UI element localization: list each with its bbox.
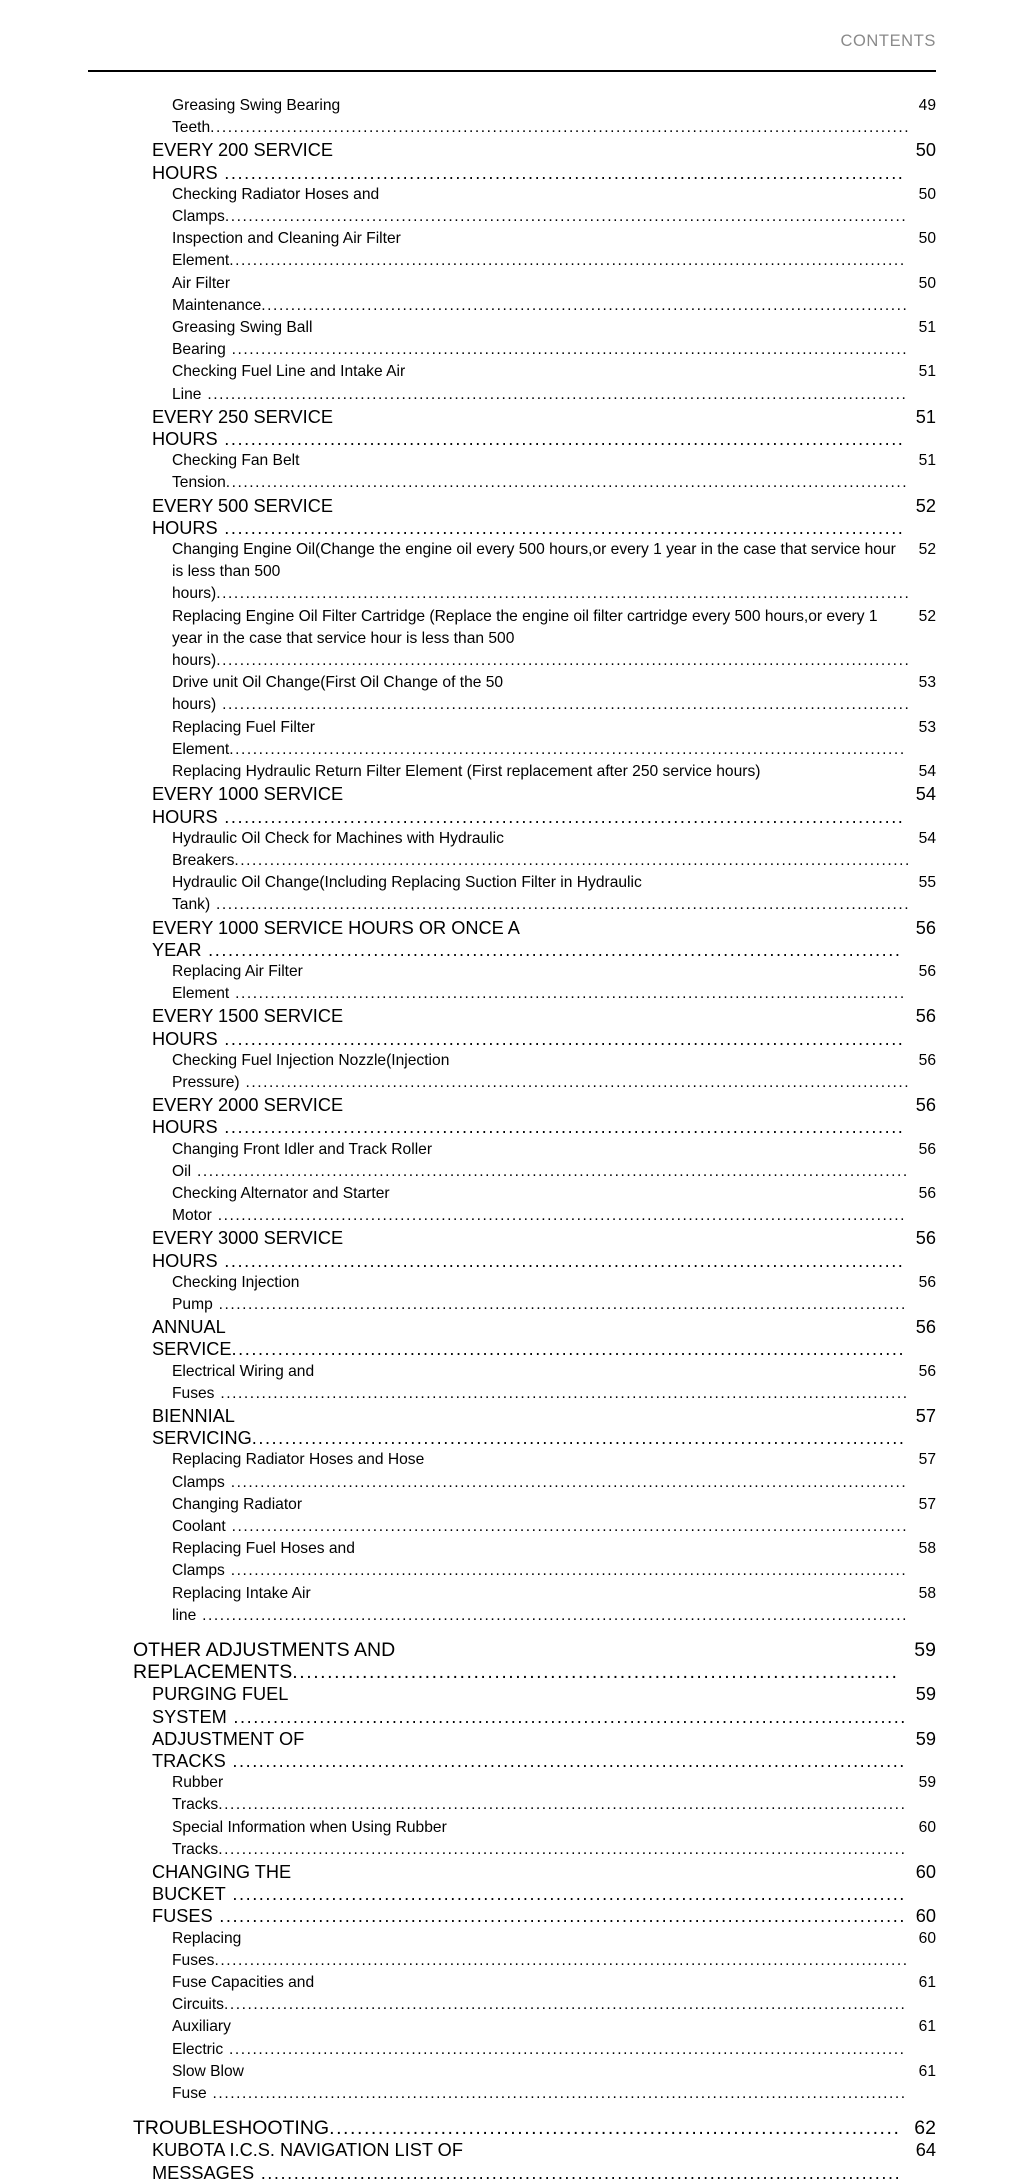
toc-entry[interactable] bbox=[0, 139, 1024, 183]
toc-dot-leader: ...................................................................................................................... bbox=[214, 1951, 909, 1969]
toc-entry-page-number: 50 bbox=[918, 274, 936, 292]
toc-entry-label: Changing Radiator Coolant bbox=[172, 1495, 303, 1535]
toc-entry-label: BIENNIAL SERVICING bbox=[152, 1405, 252, 1449]
toc-entry-text bbox=[172, 2016, 911, 2060]
toc-entry-text bbox=[152, 783, 907, 827]
toc-entry[interactable] bbox=[0, 495, 1024, 539]
toc-entry-label: Replacing Engine Oil Filter Cartridge (Replace the engine oil filter cartridge every 500 hours,or every 1 year in the case that service hour is less than 500 hours) bbox=[172, 607, 878, 670]
toc-entry-text bbox=[172, 1272, 911, 1316]
toc-entry-page-number: 52 bbox=[915, 495, 936, 516]
toc-dot-leader: ................................................................................................... bbox=[251, 1428, 906, 1449]
toc-dot-leader: ....................................................................................................... bbox=[217, 1250, 905, 1271]
toc-entry-page-number: 62 bbox=[914, 2117, 936, 2140]
toc-entry-page-number: 56 bbox=[915, 1317, 936, 1338]
toc-entry-text bbox=[172, 1139, 911, 1183]
toc-dot-leader: ......................................................................................................................... bbox=[191, 1162, 909, 1180]
toc-entry-label: Greasing Swing Ball Bearing bbox=[172, 319, 313, 359]
toc-entry[interactable] bbox=[0, 1050, 1024, 1094]
toc-entry-page-number: 54 bbox=[918, 763, 936, 781]
toc-entry-page-number: 61 bbox=[918, 2062, 936, 2080]
toc-entry-text bbox=[172, 1494, 911, 1538]
toc-dot-leader: ......................................................................................................... bbox=[201, 939, 902, 960]
toc-dot-leader: ....................................................................................................................... bbox=[201, 385, 908, 403]
toc-entry-page-number: 60 bbox=[915, 1862, 936, 1883]
toc-entry-page-number: 54 bbox=[918, 829, 936, 847]
toc-entry-label: Replacing Fuel Filter Element bbox=[172, 718, 316, 758]
toc-entry-text bbox=[172, 961, 911, 1005]
toc-entry-page-number: 56 bbox=[918, 1362, 936, 1380]
toc-entry-page-number: 58 bbox=[918, 1584, 936, 1602]
toc-entry-text bbox=[152, 1227, 907, 1271]
toc-dot-leader: .............................................................................................................. bbox=[261, 296, 909, 314]
toc-entry[interactable] bbox=[0, 361, 1024, 405]
toc-dot-leader: ....................................................................................................... bbox=[217, 429, 905, 450]
toc-entry-text bbox=[152, 1683, 907, 1727]
toc-dot-leader: ....................................................................................................... bbox=[217, 517, 905, 538]
toc-dot-leader: ................................................................................................................... bbox=[229, 740, 906, 758]
section-gap bbox=[0, 1627, 1024, 1639]
toc-entry-label: Replacing Fuses bbox=[172, 1929, 242, 1969]
toc-entry-page-number: 56 bbox=[915, 1006, 936, 1027]
toc-entry-text bbox=[152, 2139, 907, 2183]
toc-entry-page-number: 52 bbox=[918, 541, 936, 559]
toc-dot-leader: ....................................................................................................... bbox=[217, 1028, 905, 1049]
toc-dot-leader: .................................................................................. bbox=[329, 2117, 901, 2140]
toc-entry-label: ADJUSTMENT OF TRACKS bbox=[152, 1728, 305, 1772]
toc-entry-label: CHANGING THE BUCKET bbox=[152, 1862, 292, 1905]
toc-entry-text bbox=[172, 1449, 911, 1493]
toc-entry[interactable] bbox=[0, 1639, 1024, 1683]
toc-entry-text bbox=[172, 761, 911, 783]
toc-entry-label: Rubber Tracks bbox=[172, 1774, 224, 1814]
toc-entry[interactable] bbox=[0, 450, 1024, 494]
toc-entry-label: Checking Alternator and Starter Motor bbox=[172, 1184, 390, 1225]
toc-entry-label: Air Filter Maintenance bbox=[172, 274, 262, 314]
toc-entry-label: Checking Fuel Injection Nozzle(Injection Pressure) bbox=[172, 1051, 450, 1091]
toc-dot-leader: ...................................................................................................................... bbox=[216, 585, 911, 603]
toc-dot-leader: ................................................................................................................... bbox=[224, 1473, 908, 1491]
toc-entry-text bbox=[152, 1905, 907, 1927]
toc-entry-label: Fuse Capacities and Circuits bbox=[172, 1974, 315, 2014]
toc-entry-page-number: 51 bbox=[918, 452, 936, 470]
toc-dot-leader: ..................................................................................................................... bbox=[218, 1840, 907, 1858]
toc-entry-page-number: 56 bbox=[918, 1051, 936, 1069]
toc-entry-label: Auxiliary Electric bbox=[172, 2018, 231, 2058]
toc-dot-leader: ...................................................................................................................... bbox=[206, 2085, 907, 2103]
toc-entry-label: ANNUAL SERVICE bbox=[152, 1317, 232, 1360]
toc-entry-label: Special Information when Using Rubber Tracks bbox=[172, 1818, 447, 1858]
toc-dot-leader: ................................................................................................................... bbox=[225, 341, 909, 359]
toc-entry[interactable] bbox=[0, 2117, 1024, 2139]
toc-entry-text bbox=[172, 228, 911, 272]
toc-dot-leader: ..................................................................................................................... bbox=[212, 1295, 907, 1313]
toc-entry-text bbox=[172, 1972, 911, 2016]
toc-entry-page-number: 50 bbox=[915, 140, 936, 161]
toc-entry-page-number: 56 bbox=[918, 1273, 936, 1291]
toc-entry-label: TROUBLESHOOTING bbox=[133, 2117, 330, 2140]
toc-entry-text bbox=[172, 1928, 911, 1972]
toc-entry-page-number: 54 bbox=[915, 784, 936, 805]
toc-entry[interactable] bbox=[0, 1139, 1024, 1183]
toc-entry[interactable] bbox=[0, 761, 1024, 783]
toc-entry[interactable] bbox=[0, 1005, 1024, 1049]
toc-entry-label: Inspection and Cleaning Air Filter Element bbox=[172, 230, 401, 270]
page-header bbox=[88, 32, 936, 72]
toc-entry-page-number: 56 bbox=[915, 1228, 936, 1249]
toc-dot-leader: ..................................................................................................................... bbox=[211, 1207, 907, 1225]
toc-entry-label: Replacing Hydraulic Return Filter Element (First replacement after 250 service hours) bbox=[172, 763, 761, 781]
toc-entry-text bbox=[172, 717, 911, 761]
toc-entry[interactable] bbox=[0, 1728, 1024, 1772]
toc-entry-label: PURGING FUEL SYSTEM bbox=[152, 1684, 288, 1727]
header-divider-rule bbox=[88, 70, 936, 72]
toc-entry-page-number: 52 bbox=[918, 607, 936, 625]
toc-entry-label: Drive unit Oil Change(First Oil Change of the 50 hours) bbox=[172, 674, 504, 714]
toc-entry[interactable] bbox=[0, 95, 1024, 139]
toc-entry-page-number: 56 bbox=[915, 917, 936, 938]
toc-entry[interactable] bbox=[0, 1227, 1024, 1271]
toc-entry-label: Slow Blow Fuse bbox=[172, 2062, 244, 2103]
toc-entry-text bbox=[172, 1772, 911, 1816]
toc-entry-text bbox=[172, 95, 911, 139]
toc-entry-label: EVERY 2000 SERVICE HOURS bbox=[152, 1095, 344, 1138]
toc-entry-page-number: 59 bbox=[915, 1684, 936, 1705]
toc-entry-text bbox=[152, 1405, 907, 1449]
toc-entry-text bbox=[152, 1005, 907, 1049]
toc-entry[interactable] bbox=[0, 539, 1024, 606]
toc-entry[interactable] bbox=[0, 228, 1024, 272]
toc-entry-label: Hydraulic Oil Check for Machines with Hydraulic Breakers bbox=[172, 829, 504, 869]
toc-entry-label: Greasing Swing Bearing Teeth bbox=[172, 97, 341, 137]
toc-entry-label: KUBOTA I.C.S. NAVIGATION LIST OF MESSAGES bbox=[152, 2140, 463, 2183]
toc-entry[interactable] bbox=[0, 717, 1024, 761]
toc-entry-label: Replacing Fuel Hoses and Clamps bbox=[172, 1540, 355, 1580]
toc-entry[interactable] bbox=[0, 783, 1024, 827]
toc-entry-page-number: 49 bbox=[918, 97, 936, 114]
toc-entry[interactable] bbox=[0, 1538, 1024, 1582]
toc-dot-leader: ........................................................................................................ bbox=[212, 1906, 906, 1927]
toc-entry[interactable] bbox=[0, 961, 1024, 1005]
toc-entry-page-number: 56 bbox=[918, 1140, 936, 1158]
toc-entry-text bbox=[152, 1728, 907, 1772]
toc-entry-label: Changing Front Idler and Track Roller Oil bbox=[172, 1140, 433, 1180]
toc-dot-leader: ..................................................................................................................... bbox=[216, 696, 911, 714]
toc-entry-page-number: 57 bbox=[918, 1495, 936, 1513]
toc-entry[interactable] bbox=[0, 1905, 1024, 1927]
toc-entry-text bbox=[172, 273, 911, 317]
toc-entry-label: EVERY 500 SERVICE HOURS bbox=[152, 495, 333, 538]
toc-entry[interactable] bbox=[0, 1772, 1024, 1816]
toc-entry-page-number: 56 bbox=[915, 1095, 936, 1116]
toc-entry-label: EVERY 200 SERVICE HOURS bbox=[152, 140, 333, 183]
toc-entry-label: Hydraulic Oil Change(Including Replacing Suction Filter in Hydraulic Tank) bbox=[172, 874, 642, 914]
toc-entry-page-number: 60 bbox=[915, 1906, 936, 1927]
toc-dot-leader: ................................................................................................................... bbox=[229, 252, 906, 270]
toc-entry[interactable] bbox=[0, 1494, 1024, 1538]
toc-dot-leader: ................................................................................................................... bbox=[225, 1518, 909, 1535]
toc-entry-text bbox=[152, 139, 907, 183]
toc-entry-page-number: 57 bbox=[915, 1405, 936, 1426]
toc-entry[interactable] bbox=[0, 1316, 1024, 1360]
toc-entry-text bbox=[172, 672, 911, 716]
toc-entry-text bbox=[152, 917, 907, 961]
toc-entry-page-number: 50 bbox=[918, 185, 936, 203]
toc-entry-text bbox=[172, 1583, 911, 1627]
toc-dot-leader: ....................................................................................................... bbox=[217, 1117, 905, 1138]
toc-entry[interactable] bbox=[0, 1361, 1024, 1405]
toc-entry-page-number: 56 bbox=[918, 1184, 936, 1202]
toc-entry-label: Changing Engine Oil(Change the engine oil every 500 hours,or every 1 year in the case that service hour is less than 500 hours) bbox=[172, 541, 896, 603]
toc-dot-leader: ...................................................................................................................... bbox=[216, 652, 911, 670]
toc-entry-page-number: 59 bbox=[915, 1728, 936, 1749]
toc-entry-page-number: 60 bbox=[918, 1818, 936, 1836]
toc-entry-text bbox=[172, 1183, 911, 1227]
toc-entry-label: EVERY 1000 SERVICE HOURS OR ONCE A YEAR bbox=[152, 917, 519, 960]
toc-dot-leader: ....................................................................................................................... bbox=[210, 119, 911, 137]
toc-entry[interactable] bbox=[0, 1449, 1024, 1493]
toc-entry[interactable] bbox=[0, 1405, 1024, 1449]
toc-entry-label: FUSES bbox=[152, 1906, 213, 1927]
toc-entry-label: Checking Fuel Line and Intake Air Line bbox=[172, 363, 406, 403]
toc-entry[interactable] bbox=[0, 1183, 1024, 1227]
toc-dot-leader: ...................................................................................................................... bbox=[210, 896, 911, 914]
toc-entry-label: Replacing Intake Air line bbox=[172, 1584, 311, 1624]
toc-entry-text bbox=[133, 2117, 905, 2139]
toc-entry[interactable] bbox=[0, 1583, 1024, 1627]
toc-entry[interactable] bbox=[0, 406, 1024, 450]
toc-entry-text bbox=[152, 1094, 907, 1138]
section-gap bbox=[0, 2105, 1024, 2117]
toc-entry-page-number: 51 bbox=[915, 406, 936, 427]
toc-entry-text bbox=[172, 1361, 911, 1405]
toc-entry[interactable] bbox=[0, 2061, 1024, 2105]
toc-entry-text bbox=[152, 495, 907, 539]
toc-dot-leader: ..................................................................................................................... bbox=[214, 1384, 909, 1402]
toc-dot-leader: ................................................................................................................... bbox=[224, 1562, 908, 1580]
toc-entry-label: Replacing Air Filter Element bbox=[172, 962, 303, 1003]
toc-entry[interactable] bbox=[0, 1683, 1024, 1727]
toc-dot-leader: ....................................................................................................... bbox=[217, 806, 905, 827]
toc-entry[interactable] bbox=[0, 273, 1024, 317]
toc-entry[interactable] bbox=[0, 606, 1024, 673]
toc-entry-text bbox=[152, 406, 907, 450]
toc-entry-text bbox=[172, 828, 911, 872]
toc-dot-leader: .................................................................................................................... bbox=[223, 1996, 907, 2014]
toc-entry-text bbox=[172, 2061, 911, 2105]
toc-entry-text bbox=[152, 1861, 907, 1905]
toc-entry[interactable] bbox=[0, 2139, 1024, 2183]
toc-entry-page-number: 64 bbox=[915, 2140, 936, 2161]
toc-dot-leader: ..................................................................................................................... bbox=[218, 1796, 907, 1814]
toc-entry[interactable] bbox=[0, 317, 1024, 361]
toc-entry-page-number: 55 bbox=[918, 874, 936, 892]
toc-entry[interactable] bbox=[0, 1817, 1024, 1861]
toc-entry[interactable] bbox=[0, 1928, 1024, 1972]
toc-entry-label: EVERY 1500 SERVICE HOURS bbox=[152, 1006, 344, 1049]
toc-entry-page-number: 50 bbox=[918, 230, 936, 248]
toc-entry[interactable] bbox=[0, 917, 1024, 961]
toc-entry-text bbox=[172, 317, 911, 361]
toc-entry-text bbox=[172, 184, 911, 228]
toc-entry-label: Electrical Wiring and Fuses bbox=[172, 1362, 315, 1402]
toc-entry-label: OTHER ADJUSTMENTS AND REPLACEMENTS bbox=[133, 1639, 396, 1684]
toc-entry-label: Replacing Radiator Hoses and Hose Clamps bbox=[172, 1451, 425, 1491]
toc-entry-page-number: 61 bbox=[918, 2018, 936, 2036]
toc-entry-text bbox=[172, 539, 911, 606]
toc-entry-label: Checking Injection Pump bbox=[172, 1273, 300, 1313]
toc-dot-leader: ...................................................................................................... bbox=[225, 1751, 906, 1772]
toc-dot-leader: ....................................................................................... bbox=[292, 1661, 899, 1684]
toc-entry-page-number: 59 bbox=[914, 1639, 936, 1662]
toc-dot-leader: ........................................................................................................................ bbox=[196, 1606, 909, 1624]
toc-entry-page-number: 53 bbox=[918, 718, 936, 736]
toc-entry[interactable] bbox=[0, 828, 1024, 872]
toc-entry[interactable] bbox=[0, 1094, 1024, 1138]
toc-entry-page-number: 53 bbox=[918, 674, 936, 692]
toc-dot-leader: ....................................................................................................... bbox=[217, 162, 905, 183]
toc-entry[interactable] bbox=[0, 184, 1024, 228]
toc-dot-leader: .................................................................................................................... bbox=[224, 208, 908, 226]
toc-dot-leader: ................................................................................................................... bbox=[223, 2040, 906, 2058]
toc-entry-text bbox=[172, 1050, 911, 1094]
toc-entry-text bbox=[172, 872, 911, 916]
toc-entry-label: EVERY 250 SERVICE HOURS bbox=[152, 406, 333, 450]
toc-entry[interactable] bbox=[0, 1972, 1024, 2016]
toc-entry[interactable] bbox=[0, 672, 1024, 716]
toc-entry[interactable] bbox=[0, 2016, 1024, 2060]
toc-entry-page-number: 51 bbox=[918, 319, 936, 337]
toc-entry-page-number: 51 bbox=[918, 363, 936, 381]
toc-entry[interactable] bbox=[0, 1861, 1024, 1905]
toc-entry-text bbox=[152, 1316, 907, 1360]
toc-entry-page-number: 58 bbox=[918, 1540, 936, 1558]
toc-entry-text bbox=[133, 1639, 905, 1683]
toc-entry-text bbox=[172, 361, 911, 405]
toc-entry-page-number: 59 bbox=[918, 1774, 936, 1792]
toc-dot-leader: ...................................................................................................... bbox=[226, 1706, 907, 1727]
toc-entry-label: EVERY 3000 SERVICE HOURS bbox=[152, 1228, 344, 1271]
toc-entry-label: Checking Fan Belt Tension bbox=[172, 452, 300, 492]
page-header-title: CONTENTS bbox=[840, 32, 936, 50]
table-of-contents bbox=[0, 95, 1024, 2184]
toc-dot-leader: ................................................................................................................... bbox=[234, 851, 911, 869]
toc-entry-page-number: 56 bbox=[918, 962, 936, 980]
toc-entry[interactable] bbox=[0, 872, 1024, 916]
toc-entry-text bbox=[172, 1538, 911, 1582]
toc-entry-label: EVERY 1000 SERVICE HOURS bbox=[152, 784, 344, 827]
toc-dot-leader: ................................................................................................. bbox=[254, 2162, 902, 2183]
toc-dot-leader: ................................................................................................................. bbox=[239, 1073, 911, 1091]
toc-entry-page-number: 60 bbox=[918, 1929, 936, 1947]
toc-entry-text bbox=[172, 450, 911, 494]
toc-dot-leader: ...................................................................................................... bbox=[225, 1884, 906, 1905]
toc-entry-text bbox=[172, 606, 911, 673]
toc-dot-leader: .................................................................................................................. bbox=[229, 985, 906, 1003]
toc-dot-leader: ...................................................................................................... bbox=[231, 1339, 906, 1360]
toc-dot-leader: .................................................................................................................... bbox=[225, 474, 909, 492]
toc-entry[interactable] bbox=[0, 1272, 1024, 1316]
toc-entry-page-number: 57 bbox=[918, 1451, 936, 1469]
toc-entry-label: Checking Radiator Hoses and Clamps bbox=[172, 185, 380, 226]
toc-entry-page-number: 61 bbox=[918, 1974, 936, 1992]
toc-entry-text bbox=[172, 1817, 911, 1861]
